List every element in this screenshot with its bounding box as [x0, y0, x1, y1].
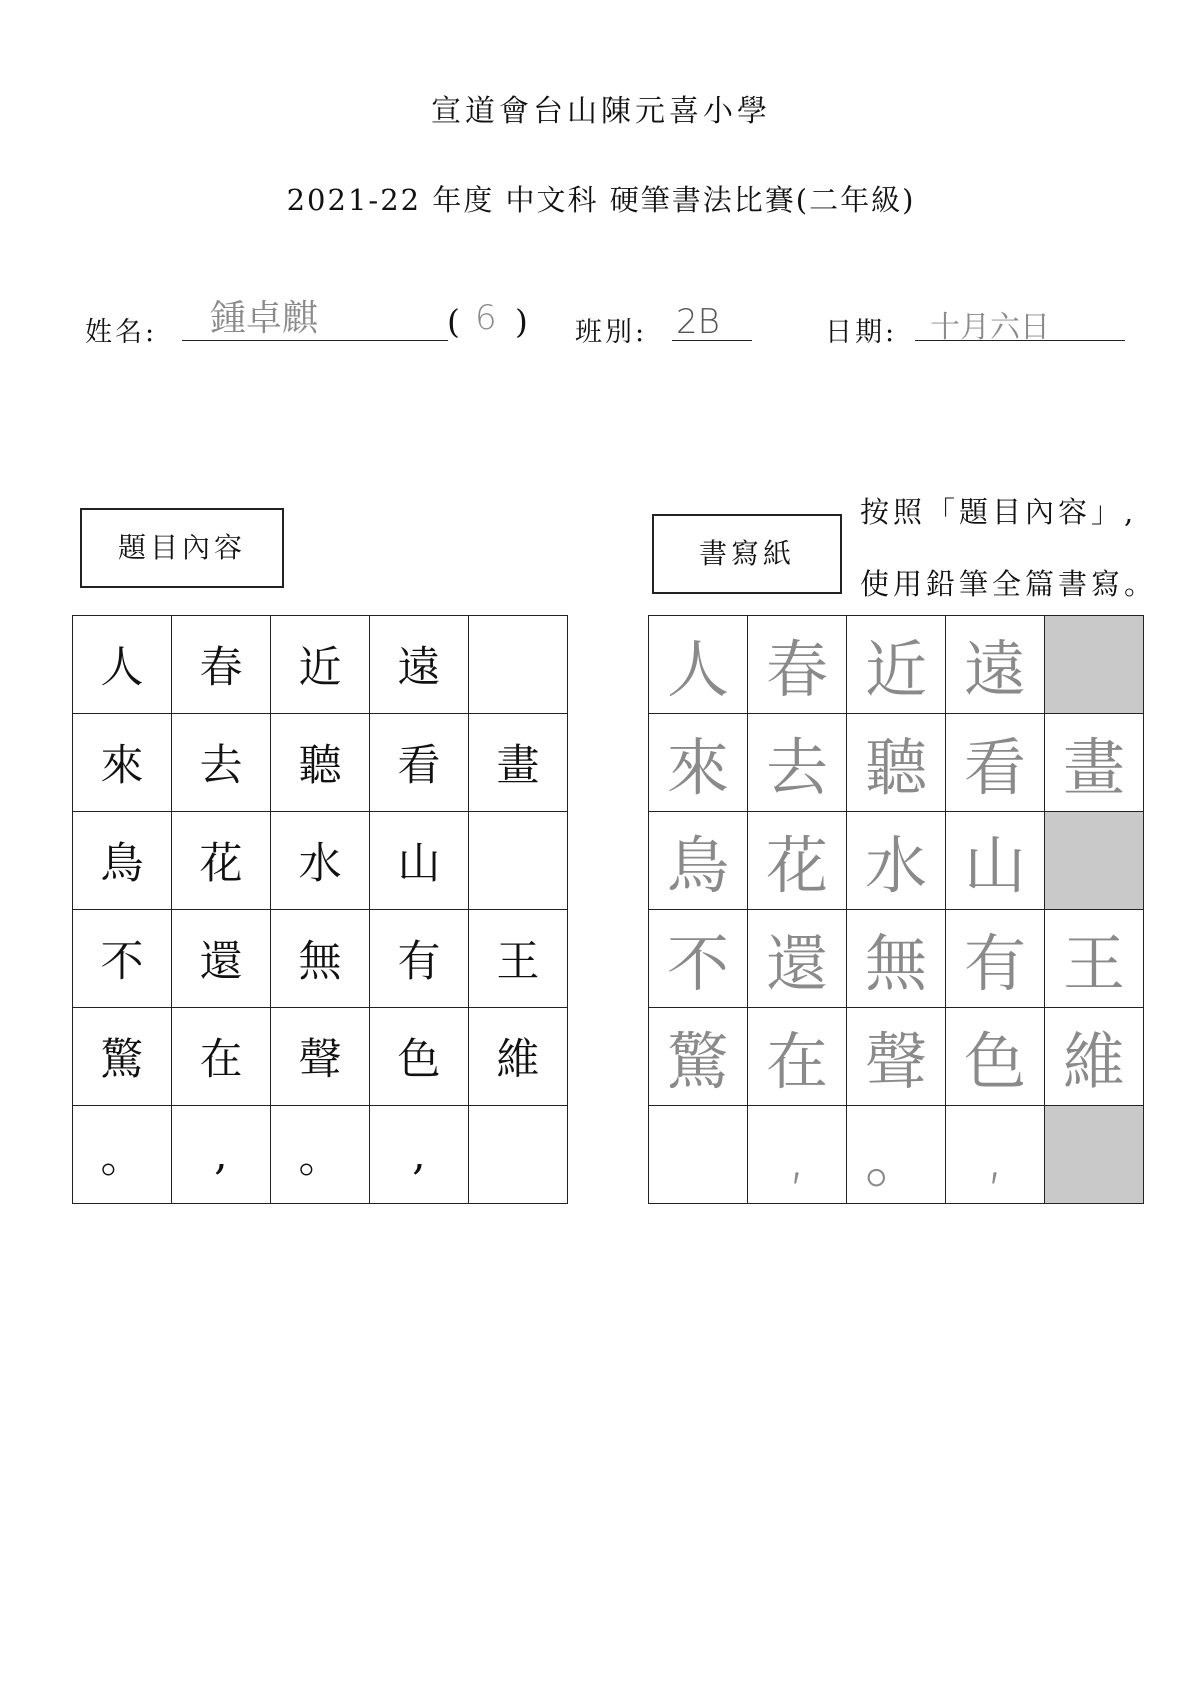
writing-grid-cell: 去	[748, 714, 847, 812]
prompt-grid-cell: 有	[370, 910, 469, 1008]
writing-grid-row	[649, 1106, 1144, 1204]
prompt-grid-cell	[469, 1106, 568, 1204]
writing-grid-cell: 看	[946, 714, 1045, 812]
writing-grid-cell: ,	[748, 1106, 847, 1204]
prompt-grid-row	[73, 812, 568, 910]
writing-grid-row	[649, 714, 1144, 812]
contest-title: 2021-22 年度 中文科 硬筆書法比賽(二年級)	[286, 183, 916, 217]
writing-grid-cell: 聽	[847, 714, 946, 812]
prompt-grid-cell: 在	[172, 1008, 271, 1106]
prompt-grid-row	[73, 1106, 568, 1204]
writing-grid-cell: 在	[748, 1008, 847, 1106]
writing-grid-cell	[1045, 812, 1144, 910]
writing-grid-cell	[649, 1106, 748, 1204]
prompt-grid-row	[73, 1008, 568, 1106]
writing-grid-cell: 春	[748, 616, 847, 714]
writing-grid-cell: 人	[649, 616, 748, 714]
prompt-grid-cell: 水	[271, 812, 370, 910]
prompt-grid-cell: 鳥	[73, 812, 172, 910]
writing-grid-row	[649, 616, 1144, 714]
instruction-line-1: 按照「題目內容」,	[860, 495, 1138, 529]
prompt-grid-cell: 聲	[271, 1008, 370, 1106]
writing-grid-cell: ,	[946, 1106, 1045, 1204]
writing-grid-cell: 。	[847, 1106, 946, 1204]
prompt-grid-cell: 無	[271, 910, 370, 1008]
writing-grid-cell: 遠	[946, 616, 1045, 714]
prompt-grid-cell: 還	[172, 910, 271, 1008]
instruction-line-2: 使用鉛筆全篇書寫。	[860, 567, 1158, 601]
number-open: (	[447, 302, 460, 341]
writing-grid-cell: 還	[748, 910, 847, 1008]
prompt-grid-cell: 看	[370, 714, 469, 812]
prompt-grid-cell: 。	[271, 1106, 370, 1204]
prompt-grid-row	[73, 714, 568, 812]
class-label: 班別:	[575, 317, 648, 348]
prompt-grid-cell	[469, 812, 568, 910]
prompt-grid-cell: 王	[469, 910, 568, 1008]
writing-grid-cell: 驚	[649, 1008, 748, 1106]
prompt-grid-cell: 畫	[469, 714, 568, 812]
writing-grid-cell	[1045, 616, 1144, 714]
prompt-grid-cell: 色	[370, 1008, 469, 1106]
writing-grid-cell: 鳥	[649, 812, 748, 910]
number-close: )	[515, 302, 528, 341]
writing-grid-cell: 畫	[1045, 714, 1144, 812]
writing-grid-cell: 來	[649, 714, 748, 812]
prompt-grid-cell: ,	[370, 1106, 469, 1204]
school-name: 宣道會台山陳元喜小學	[431, 94, 771, 129]
writing-heading-box: 書寫紙	[652, 514, 842, 594]
name-label: 姓名:	[85, 317, 158, 348]
writing-grid-cell: 王	[1045, 910, 1144, 1008]
writing-grid-cell: 山	[946, 812, 1045, 910]
writing-grid-row	[649, 910, 1144, 1008]
prompt-grid-cell: 聽	[271, 714, 370, 812]
writing-grid-cell: 花	[748, 812, 847, 910]
prompt-grid-cell: 山	[370, 812, 469, 910]
prompt-grid-row	[73, 616, 568, 714]
prompt-grid-cell	[469, 616, 568, 714]
prompt-grid-row	[73, 910, 568, 1008]
date-label: 日期:	[825, 317, 898, 348]
class-value: 2B	[676, 302, 720, 342]
writing-grid-cell: 水	[847, 812, 946, 910]
prompt-grid	[72, 615, 568, 1204]
prompt-grid-cell: 。	[73, 1106, 172, 1204]
prompt-grid-cell: 來	[73, 714, 172, 812]
writing-grid-row	[649, 1008, 1144, 1106]
prompt-grid-cell: 遠	[370, 616, 469, 714]
writing-grid-cell: 有	[946, 910, 1045, 1008]
writing-grid-row	[649, 812, 1144, 910]
writing-grid-cell: 色	[946, 1008, 1045, 1106]
writing-grid-cell: 無	[847, 910, 946, 1008]
writing-grid-cell: 維	[1045, 1008, 1144, 1106]
date-value: 十月六日	[930, 310, 1050, 345]
prompt-grid-cell: ,	[172, 1106, 271, 1204]
prompt-heading-box: 題目內容	[80, 508, 284, 588]
writing-grid	[648, 615, 1144, 1204]
prompt-grid-cell: 春	[172, 616, 271, 714]
name-value: 鍾卓麒	[210, 298, 319, 339]
prompt-grid-cell: 近	[271, 616, 370, 714]
prompt-grid-cell: 驚	[73, 1008, 172, 1106]
prompt-grid-cell: 人	[73, 616, 172, 714]
prompt-grid-cell: 去	[172, 714, 271, 812]
prompt-grid-cell: 不	[73, 910, 172, 1008]
writing-grid-cell: 近	[847, 616, 946, 714]
writing-grid-cell: 不	[649, 910, 748, 1008]
writing-grid-cell: 聲	[847, 1008, 946, 1106]
prompt-grid-cell: 花	[172, 812, 271, 910]
number-value: 6	[475, 298, 497, 338]
prompt-grid-cell: 維	[469, 1008, 568, 1106]
writing-grid-cell	[1045, 1106, 1144, 1204]
